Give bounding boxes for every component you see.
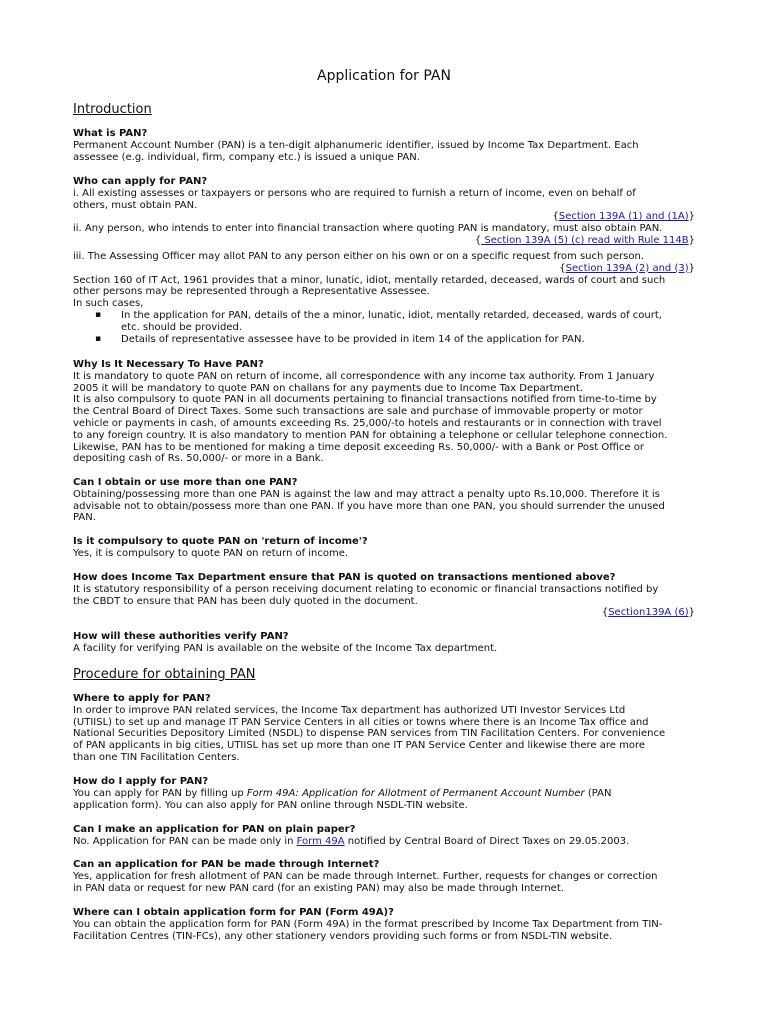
faq-how-to-apply [73,776,695,811]
faq-where-to-apply [73,693,695,764]
answer-line: Obtaining/possessing more than one PAN is against the law and may attract a penalty upto Rs.10,000. Therefore it is [73,488,660,500]
reference: {Section139A (6)} [601,607,695,619]
answer-line: A facility for verifying PAN is available on the website of the Income Tax department. [73,642,498,654]
question: What is PAN? [73,128,148,139]
answer-line: advisable not to obtain/possess more than one PAN. If you have more than one PAN, you should surrender the unused [73,500,665,512]
answer-line: than one TIN Facilitation Centers. [73,751,240,763]
faq-compulsory [73,536,695,560]
answer-line: others, must obtain PAN. [73,199,198,211]
question: Why Is It Necessary To Have PAN? [73,359,264,370]
answer-line: 2005 it will be mandatory to quote PAN on challans for any payments due to Income Tax Department. [73,382,583,394]
answer-line: of PAN applicants in big cities, UTIISL has set up more than one IT PAN Service Center and likewise there are more [73,740,646,752]
answer-line: the Central Board of Direct Taxes. Some such transactions are sale and purchase of immovable property or motor [73,406,643,418]
answer-line: It is also compulsory to quote PAN in all documents pertaining to financial transactions notified from time-to-time by [73,394,657,406]
answer-line: In such cases, [73,298,144,310]
faq-who-can-apply [73,176,695,247]
answer-line: Yes, application for fresh allotment of PAN can be made through Internet. Further, requests for changes or correction [73,870,658,882]
answer-line: Permanent Account Number (PAN) is a ten-digit alphanumeric identifier, issued by Income Tax Department. Each [73,139,639,151]
reference-link-139a-6[interactable]: Section139A (6) [608,607,689,619]
question: Where can I obtain application form for PAN (Form 49A)? [73,907,394,918]
faq-assessing-officer [73,251,695,345]
reference-link-139a-1[interactable]: Section 139A (1) and (1A) [558,211,689,223]
answer-line: PAN. [73,512,96,524]
reference: { Section 139A (5) (c) read with Rule 114B} [474,234,695,246]
reference-link-139a-5[interactable]: Section 139A (5) (c) read with Rule 114B [481,234,689,246]
answer-line: vehicle or payments in cash, of amounts exceeding Rs. 25,000/-to hotels and restaurants or in connection with travel [73,417,662,429]
page-title: Application for PAN [317,68,451,84]
reference: {Section 139A (2) and (3)} [559,262,695,274]
answer-line: Yes, it is compulsory to quote PAN on return of income. [73,547,349,559]
reference: {Section 139A (1) and (1A)} [552,211,695,223]
answer-line: the CBDT to ensure that PAN has been duly quoted in the document. [73,595,418,607]
answer-line: Facilitation Centres (TIN-FCs), any other stationery vendors providing such forms or from NSDL-TIN website. [73,930,613,942]
question: Can an application for PAN be made through Internet? [73,859,380,870]
section-heading-introduction: Introduction [73,102,152,117]
question: Who can apply for PAN? [73,176,208,187]
answer-line: ii. Any person, who intends to enter into financial transaction where quoting PAN is mandatory, must also obtain PAN. [73,223,663,235]
answer-line: National Securities Depository Limited (NSDL) to dispense PAN services from TIN Facilitation Centers. For convenience [73,728,666,740]
reference-link-139a-2[interactable]: Section 139A (2) and (3) [565,262,689,274]
question: How do I apply for PAN? [73,776,209,787]
question: Is it compulsory to quote PAN on 'return of income'? [73,536,368,547]
answer-line: You can obtain the application form for PAN (Form 49A) in the format prescribed by Income Tax Department from TIN- [73,918,663,930]
faq-verify [73,631,695,655]
faq-plain-paper [73,824,695,848]
answer-line: other persons may be represented through a Representative Assessee. [73,286,430,298]
question: Can I make an application for PAN on plain paper? [73,824,356,835]
faq-why-necessary [73,359,695,465]
answer-line: No. Application for PAN can be made only in Form 49A notified by Central Board of Direct Taxes on 29.05.2003. [73,835,630,847]
form-name: Form 49A: Application for Allotment of Permanent Account Number [246,787,585,799]
list-item: ▪ In the application for PAN, details of the a minor, lunatic, idiot, mentally retarded, deceased, wards of court, etc. should be provided. [121,310,695,334]
question: Where to apply for PAN? [73,693,211,704]
question: Can I obtain or use more than one PAN? [73,477,298,488]
section-heading-procedure: Procedure for obtaining PAN [73,667,256,682]
form-49a-link[interactable]: Form 49A [296,835,345,847]
answer-line: It is mandatory to quote PAN on return of income, all correspondence with any income tax authority. From 1 January [73,370,655,382]
bullet-list [73,310,695,345]
answer-line: It is statutory responsibility of a person receiving document relating to economic or financial transactions notified by [73,583,659,595]
question: How does Income Tax Department ensure that PAN is quoted on transactions mentioned above? [73,572,616,583]
answer-line: (UTIISL) to set up and manage IT PAN Service Centers in all cities or towns where there is an Income Tax office and [73,716,649,728]
answer-line: to any foreign country. It is also mandatory to mention PAN for obtaining a telephone or cellular telephone connection. [73,429,668,441]
answer-line: iii. The Assessing Officer may allot PAN to any person either on his own or on a specific request from such person. [73,251,644,262]
answer-line: assessee (e.g. individual, firm, company etc.) is issued a unique PAN. [73,151,420,163]
answer-line: depositing cash of Rs. 50,000/- or more in a Bank. [73,453,324,465]
faq-more-than-one [73,477,695,524]
answer-line: In order to improve PAN related services, the Income Tax department has authorized UTI Investor Services Ltd [73,704,626,716]
answer-line: Section 160 of IT Act, 1961 provides that a minor, lunatic, idiot, mentally retarded, deceased, wards of court and such [73,274,666,286]
faq-what-is-pan [73,128,695,163]
list-item: ▪ Details of representative assessee have to be provided in item 14 of the application for PAN. [121,334,695,346]
answer-line: You can apply for PAN by filling up Form 49A: Application for Allotment of Permanent Account Number (PAN [73,787,612,799]
faq-internet [73,859,695,894]
answer-line: Likewise, PAN has to be mentioned for making a time deposit exceeding Rs. 50,000/- with a Bank or Post Office or [73,441,644,453]
faq-ensure-quoted [73,572,695,619]
answer-line: i. All existing assesses or taxpayers or persons who are required to furnish a return of income, even on behalf of [73,187,636,199]
answer-line: application form). You can also apply for PAN online through NSDL-TIN website. [73,799,468,811]
answer-line: in PAN data or request for new PAN card (for an existing PAN) may also be made through Internet. [73,882,564,894]
faq-obtain-form [73,907,695,942]
question: How will these authorities verify PAN? [73,631,289,642]
